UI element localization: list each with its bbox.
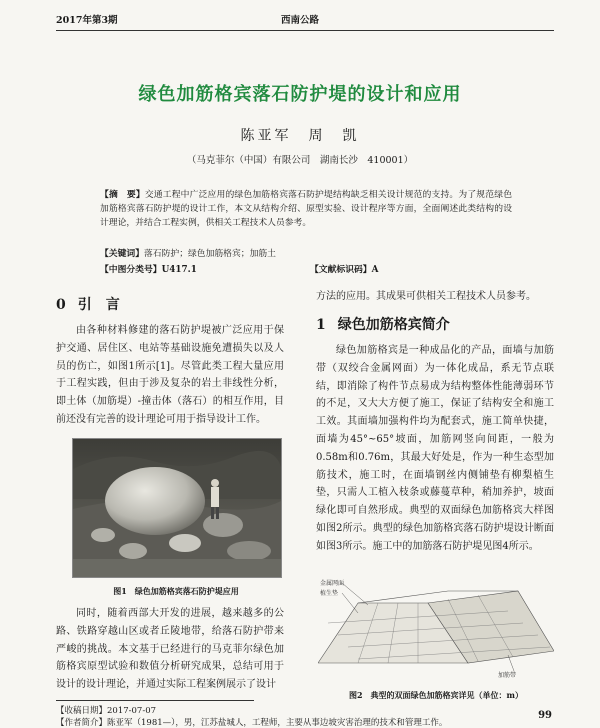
section-1-text: 绿色加筋格宾是一种成品化的产品，面墙与加筋带（双绞合金属网面）为一体化成品，系无节点联结，即消除了构件节点易成为结构整体性能薄弱环节的不足，又大大方便了施工，保证了结构安全和施工工效。其面墙加强构件均为配套式，施工简单快捷，面墙为45°~65°坡面，加筋网竖向间距，一般为0.58m和0.76m，其最大好处是，作为一种生态型加筋技术，施工时，在面墙钢丝内侧铺垫有柳梨植生垫，只需人工植入枝条或藤蔓草种，稍加养护，坡面绿化即可自然形成。典型的双面绿色加筋格宾大样图如图2所示。典型的绿色加筋格宾落石防护堤设计断面如图3所示。施工中的加筋落石防护堤见图4所示。	[316, 345, 554, 552]
journal-name: 西南公路	[280, 15, 319, 26]
keywords	[100, 246, 512, 259]
journal-issue: 2017年第3期	[56, 15, 118, 26]
abstract-text: 交通工程中广泛应用的绿色加筋格宾落石防护堤结构缺乏相关设计规范的支持。为了规范绿色加筋格宾落石防护堤的设计工作，本文从结构介绍、原型实验、设计程序等方面，全面阐述此类结构的设计理论，并结合工程实例，供相关工程技术人员参考。	[100, 190, 512, 229]
section-1-number: 1	[316, 317, 326, 333]
intro-paragraph-1	[56, 322, 284, 429]
figure-2-caption: 图2 典型的双面绿色加筋格宾详见（单位：m）	[348, 690, 524, 700]
classification-label: 【中图分类号】	[100, 265, 162, 275]
section-0-number: 0	[56, 297, 66, 313]
intro-continuation	[316, 288, 554, 306]
figure-2-label-1: 金属网面	[320, 580, 345, 587]
keywords-text: 落石防护；绿色加筋格宾；加筋土	[144, 249, 276, 259]
section-0-heading	[56, 294, 120, 314]
classification-value: U417.1	[161, 265, 197, 275]
article-title: 绿色加筋格宾落石防护堤的设计和应用	[138, 84, 462, 105]
gabion-detail-drawing	[318, 573, 554, 683]
intro-text-2: 同时，随着西部大开发的进展，越来越多的公路、铁路穿越山区或者丘陵地带，给落石防护带来严峻的挑战。本文基于已经进行的马克菲尔绿色加筋格宾原型试验和数值分析研究成果，总结可用于设计的设计理论，并通过实际工程案例展示了设计	[56, 608, 284, 691]
figure-2-label-2: 植生垫	[320, 590, 339, 597]
authors: 陈亚军 周 凯	[240, 128, 360, 144]
abstract	[100, 188, 512, 231]
received-date: 【收稿日期】2017-07-07	[56, 706, 157, 716]
footnote-rule	[56, 700, 254, 701]
figure-2-diagram	[318, 573, 554, 683]
figure-1-photo	[72, 438, 282, 578]
header-rule	[56, 30, 554, 31]
document-code	[310, 262, 378, 275]
section-1-paragraph	[316, 342, 554, 556]
figure-1-caption: 图1 绿色加筋格宾落石防护堤应用	[113, 586, 239, 596]
page-number: 99	[538, 710, 552, 721]
section-1-heading	[316, 314, 450, 334]
section-1-title: 绿色加筋格宾简介	[337, 317, 450, 333]
intro-continuation-text: 方法的应用。其成果可供相关工程技术人员参考。	[316, 291, 536, 302]
abstract-label: 【摘 要】	[100, 190, 145, 200]
classification	[100, 262, 197, 275]
keywords-label: 【关键词】	[100, 249, 144, 259]
document-code-value: A	[371, 265, 379, 275]
figure-2-label-3: 加筋带	[498, 672, 517, 679]
author-bio: 【作者简介】陈亚军（1981—），男，江苏盐城人，工程师，主要从事边坡灾害治理的技术和管理工作。	[56, 718, 448, 728]
affiliation: （马克菲尔（中国）有限公司 湖南长沙 410001）	[186, 155, 414, 166]
intro-paragraph-2	[56, 605, 284, 694]
intro-text-1: 由各种材料修建的落石防护堤被广泛应用于保护交通、居住区、电站等基础设施免遭损失以及人员的伤亡，如图1所示[1]。尽管此类工程大量应用于工程实践，但由于涉及复杂的岩土非线性分析，即土体（加筋堤）-撞击体（落石）的相互作用，目前还没有完善的设计理论可用于指导设计工作。	[56, 325, 284, 425]
section-0-title: 引 言	[77, 297, 120, 313]
document-code-label: 【文献标识码】	[310, 265, 372, 275]
rockfall-photo-image	[73, 439, 281, 577]
